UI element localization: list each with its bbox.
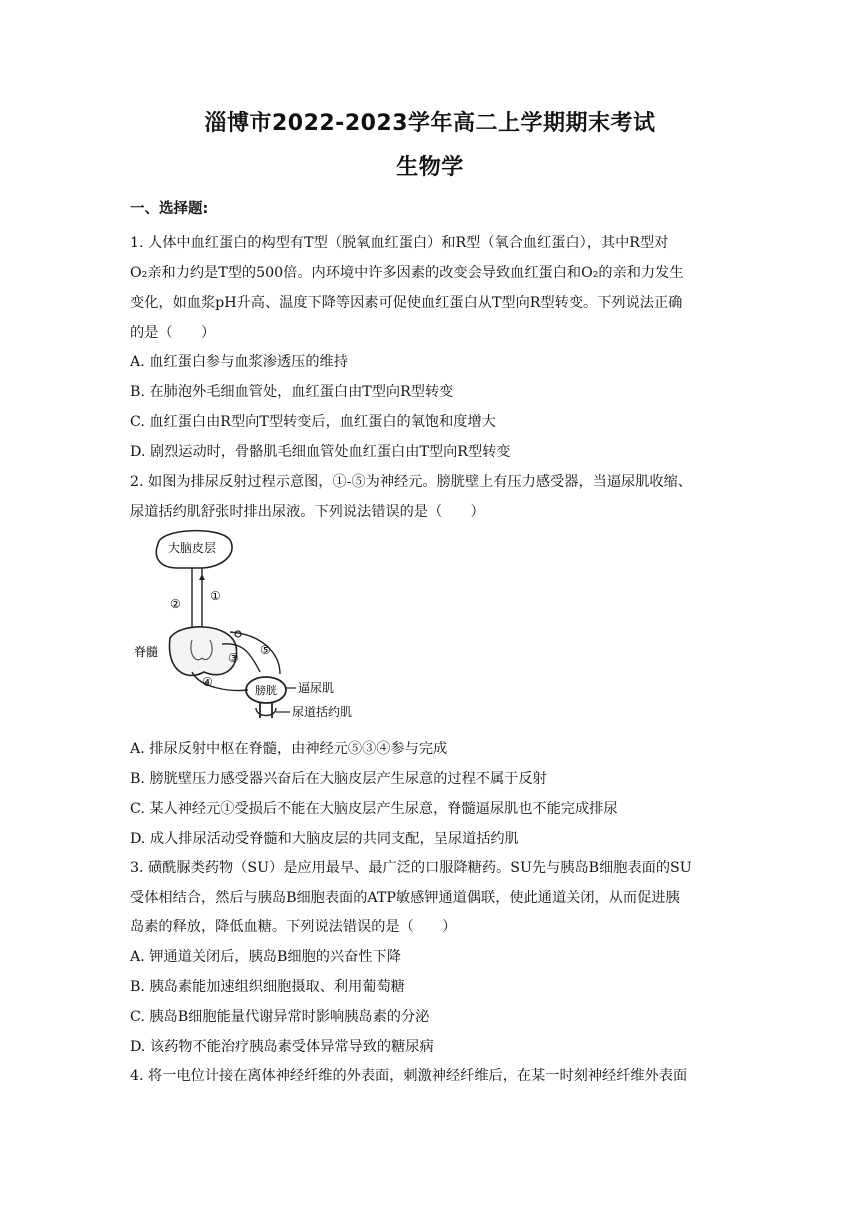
question-2-line-1: 2. 如图为排尿反射过程示意图，①-⑤为神经元。膀胱壁上有压力感受器，当逼尿肌收缩、 [130,474,692,490]
question-1-line-1: 1. 人体中血红蛋白的构型有T型（脱氧血红蛋白）和R型（氧合血红蛋白），其中R型对 [130,235,669,251]
question-3-line-1: 3. 磺酰脲类药物（SU）是应用最早、最广泛的口服降糖药。SU先与胰岛B细胞表面的SU [130,860,692,876]
question-3-line-2: 受体相结合，然后与胰岛B细胞表面的ATP敏感钾通道偶联，使此通道关闭，从而促进胰 [130,890,680,906]
tract-1-arrow [199,574,205,580]
exam-title: 淄博市2022-2023学年高二上学期期末考试 [204,111,656,136]
question-1-line-4: 的是（ ） [130,325,216,341]
detrusor-label: 逼尿肌 [298,681,335,695]
spinal-cord-outline [169,627,236,676]
sphincter-label: 尿道括约肌 [292,705,353,719]
neuron-1-label: ① [210,589,221,603]
neuron-2-label: ② [170,597,181,611]
exam-subject: 生物学 [396,155,464,180]
question-2-line-2: 尿道括约肌舒张时排出尿液。下列说法错误的是（ ） [130,504,485,520]
question-1-line-2: O₂亲和力约是T型的500倍。内环境中许多因素的改变会导致血红蛋白和O₂的亲和力发生 [130,265,684,281]
spinal-cord-label: 脊髓 [134,645,159,659]
micturition-reflex-diagram [130,522,390,732]
neuron-5-label: ⑤ [260,643,271,657]
section-heading: 一、选择题: [130,201,209,217]
question-3-line-3: 岛素的释放，降低血糖。下列说法错误的是（ ） [130,919,457,935]
question-3-option-d: D. 该药物不能治疗胰岛素受体异常导致的糖尿病 [130,1039,434,1055]
question-2-option-c: C. 某人神经元①受损后不能在大脑皮层产生尿意，脊髓逼尿肌也不能完成排尿 [130,801,618,817]
question-1-option-c: C. 血红蛋白由R型向T型转变后，血红蛋白的氧饱和度增大 [130,414,496,430]
sphincter-ring [256,708,276,716]
neuron-3-label: ③ [228,651,239,665]
question-2-option-d: D. 成人排尿活动受脊髓和大脑皮层的共同支配，呈尿道括约肌 [130,831,519,847]
question-1-option-b: B. 在肺泡外毛细血管处，血红蛋白由T型向R型转变 [130,384,454,400]
question-4-line-1: 4. 将一电位计接在离体神经纤维的外表面，刺激神经纤维后，在某一时刻神经纤维外表面 [130,1068,688,1084]
neuron-4-label: ④ [202,675,213,689]
question-1-line-3: 变化，如血浆pH升高、温度下降等因素可促使血红蛋白从T型向R型转变。下列说法正确 [130,295,683,311]
question-1-option-a: A. 血红蛋白参与血浆渗透压的维持 [130,354,348,370]
question-3-option-c: C. 胰岛B细胞能量代谢异常时影响胰岛素的分泌 [130,1009,430,1025]
cortex-label: 大脑皮层 [167,541,217,555]
question-3-option-b: B. 胰岛素能加速组织细胞摄取、利用葡萄糖 [130,979,405,995]
question-2-option-a: A. 排尿反射中枢在脊髓，由神经元⑤③④参与完成 [130,741,448,757]
bladder-label: 膀胱 [255,684,277,697]
question-3-option-a: A. 钾通道关闭后，胰岛B细胞的兴奋性下降 [130,949,401,965]
question-1-option-d: D. 剧烈运动时，骨骼肌毛细血管处血红蛋白由T型向R型转变 [130,444,511,460]
question-2-option-b: B. 膀胱壁压力感受器兴奋后在大脑皮层产生尿意的过程不属于反射 [130,771,547,787]
